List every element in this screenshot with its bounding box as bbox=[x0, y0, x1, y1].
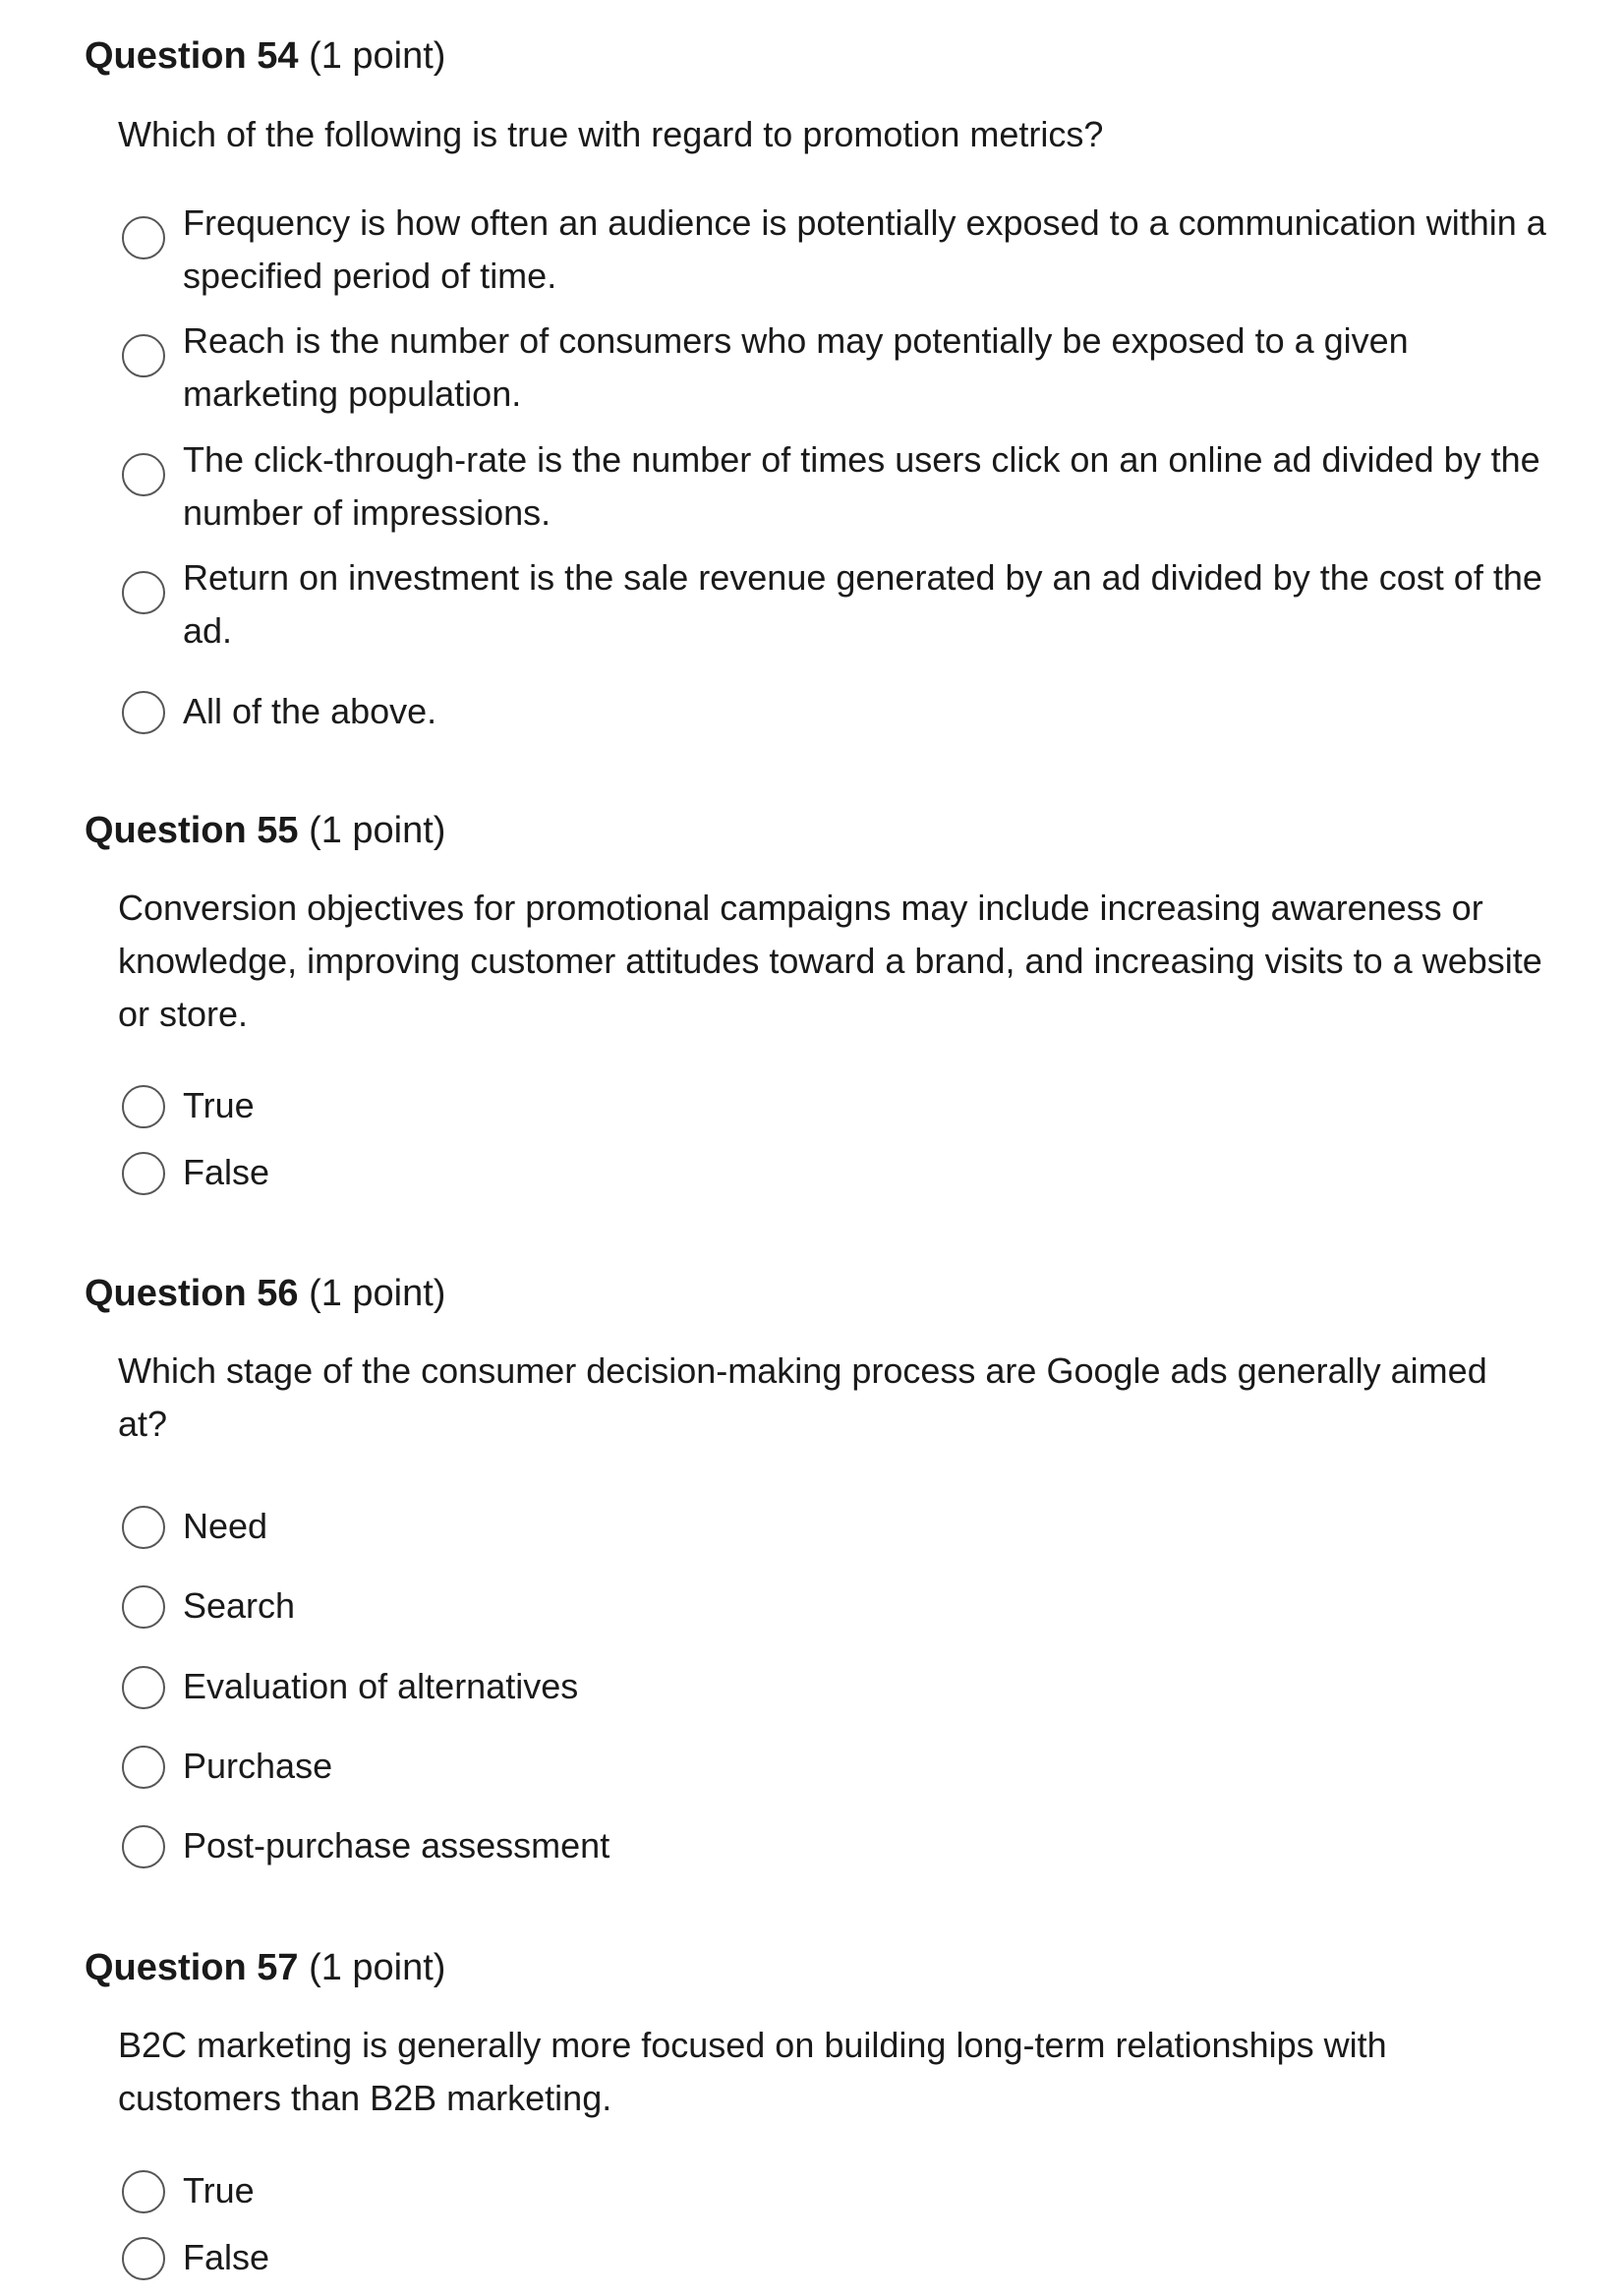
radio-button[interactable] bbox=[122, 2170, 165, 2213]
question-header bbox=[85, 37, 445, 75]
radio-button[interactable] bbox=[122, 1666, 165, 1709]
radio-button[interactable] bbox=[122, 2237, 165, 2280]
question-header bbox=[85, 1949, 445, 1986]
question-text: B2C marketing is generally more focused on building long-term relationships with customers than B2B marketing. bbox=[118, 2025, 1387, 2118]
radio-button[interactable] bbox=[122, 1506, 165, 1549]
question-points: (1 point) bbox=[309, 1947, 446, 1988]
question-points: (1 point) bbox=[309, 1273, 446, 1314]
option-label: False bbox=[183, 1152, 270, 1192]
radio-button[interactable] bbox=[122, 1585, 165, 1629]
option-label: Frequency is how often an audience is potentially exposed to a communication within a specified period of time. bbox=[183, 202, 1546, 296]
option-label: Post-purchase assessment bbox=[183, 1825, 610, 1866]
radio-button[interactable] bbox=[122, 334, 165, 377]
radio-button[interactable] bbox=[122, 453, 165, 496]
option-label: Search bbox=[183, 1585, 296, 1626]
option-label: Reach is the number of consumers who may potentially be exposed to a given marketing population. bbox=[183, 320, 1409, 414]
radio-button[interactable] bbox=[122, 1085, 165, 1128]
option-label: All of the above. bbox=[183, 691, 437, 731]
question-header bbox=[85, 1275, 445, 1312]
option-label: True bbox=[183, 2170, 255, 2210]
question-points: (1 point) bbox=[309, 35, 446, 77]
option-label: Return on investment is the sale revenue generated by an ad divided by the cost of the ad. bbox=[183, 557, 1542, 651]
question-title: Question 57 bbox=[85, 1947, 299, 1988]
option-label: The click-through-rate is the number of times users click on an online ad divided by the number of impressions. bbox=[183, 439, 1540, 533]
question-title: Question 56 bbox=[85, 1273, 299, 1314]
option-label: Need bbox=[183, 1506, 268, 1546]
question-text: Which of the following is true with regard to promotion metrics? bbox=[118, 114, 1104, 154]
radio-button[interactable] bbox=[122, 1152, 165, 1195]
question-header bbox=[85, 812, 445, 849]
option-label: True bbox=[183, 1085, 255, 1125]
question-text: Conversion objectives for promotional campaigns may include increasing awareness or knowledge, improving customer attitudes toward a brand, and increasing visits to a website or store. bbox=[118, 888, 1542, 1034]
question-title: Question 54 bbox=[85, 35, 299, 77]
option-label: Evaluation of alternatives bbox=[183, 1666, 579, 1706]
question-text: Which stage of the consumer decision-making process are Google ads generally aimed at? bbox=[118, 1350, 1487, 1444]
question-title: Question 55 bbox=[85, 810, 299, 851]
radio-button[interactable] bbox=[122, 571, 165, 614]
radio-button[interactable] bbox=[122, 1746, 165, 1789]
radio-button[interactable] bbox=[122, 216, 165, 259]
radio-button[interactable] bbox=[122, 691, 165, 734]
option-label: Purchase bbox=[183, 1746, 333, 1786]
option-label: False bbox=[183, 2237, 270, 2277]
question-points: (1 point) bbox=[309, 810, 446, 851]
radio-button[interactable] bbox=[122, 1825, 165, 1868]
